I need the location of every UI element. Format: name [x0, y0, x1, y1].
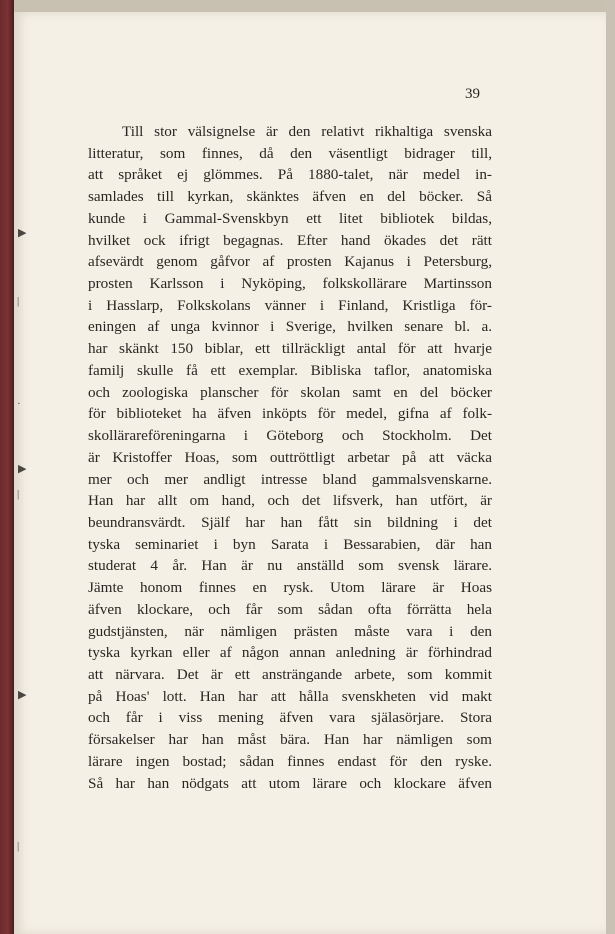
text-line: tyska kyrkan eller af någon annan anledning är förhindrad: [88, 644, 492, 662]
text-line: tyska seminariet i byn Sarata i Bessarabien, där han: [88, 535, 492, 553]
text-line: familj skulle få ett exemplar. Bibliska taflor, anatomiska: [88, 361, 492, 379]
text-line: beundransvärdt. Själf har han fått sin bildning i det: [88, 513, 492, 531]
page-number: 39: [465, 86, 480, 102]
margin-arrow-mark: ▶: [18, 463, 27, 475]
text-line: mer och mer andligt intresse bland gammalsvenskarne.: [88, 470, 492, 488]
text-line: är Kristoffer Hoas, som outtröttligt arbetar på att väcka: [88, 448, 492, 466]
text-line: att närvara. Det är ett ansträngande arbete, som kommit: [88, 665, 492, 683]
text-line: äfven klockare, och får som sådan ofta förrätta hela: [88, 600, 492, 618]
text-line: gudstjänsten, när nämligen prästen måste vara i den: [88, 622, 492, 640]
scan-top-edge: [14, 0, 615, 12]
text-line: försakelser har han måst bära. Han har nämligen som: [88, 731, 492, 749]
margin-tick-mark: ·: [17, 398, 21, 410]
text-line: hvilket ock ifrigt begagnas. Efter hand ökades det rätt: [88, 231, 492, 249]
text-line: på Hoas' lott. Han har att hålla svenskheten vid makt: [88, 687, 492, 705]
text-line: och får i viss mening äfven vara själasörjare. Stora: [88, 709, 492, 727]
text-line: och zoologiska planscher för skolan samt en del böcker: [88, 383, 492, 401]
margin-tick-mark: |: [17, 840, 20, 852]
text-line: skollärareföreningarna i Göteborg och Stockholm. Det: [88, 427, 492, 445]
text-line: har skänkt 150 biblar, ett tillräckligt antal för att hvarje: [88, 340, 492, 358]
margin-arrow-mark: ▶: [18, 689, 27, 701]
text-line: Så har han nödgats att utom lärare och klockare äfven: [88, 774, 492, 792]
text-line: kunde i Gammal-Svenskbyn ett litet bibliotek bildas,: [88, 209, 492, 227]
book-spine: [0, 0, 14, 934]
text-line: litteratur, som finnes, då den väsentligt bidrager till,: [88, 144, 492, 162]
text-line: för biblioteket ha äfven inköpts för medel, gifna af folk-: [88, 405, 492, 423]
margin-tick-mark: |: [17, 295, 20, 307]
body-text: [88, 121, 492, 794]
text-line: Han har allt om hand, och det lifsverk, han utfört, är: [88, 492, 492, 510]
margin-tick-mark: |: [17, 488, 20, 500]
text-line: i Hasslarp, Folkskolans vänner i Finland, Kristliga för-: [88, 296, 492, 314]
text-line: Till stor välsignelse är den relativt rikhaltiga svenska: [122, 123, 492, 140]
text-line: att språket ej glömmes. På 1880-talet, när medel in-: [88, 166, 492, 184]
text-line: Jämte honom finnes en rysk. Utom lärare är Hoas: [88, 579, 492, 597]
text-line: lärare ingen bostad; sådan finnes endast för den ryske.: [88, 752, 492, 770]
text-line: eningen af unga kvinnor i Sverige, hvilken senare bl. a.: [88, 318, 492, 336]
margin-arrow-mark: ▶: [18, 227, 27, 239]
scan-right-edge: [606, 0, 615, 934]
text-line: afsevärdt genom gåfvor af prosten Kajanus i Petersburg,: [88, 253, 492, 271]
text-line: samlades till kyrkan, skänktes äfven en del böcker. Så: [88, 188, 492, 206]
text-line: studerat 4 år. Han är nu anställd som svensk lärare.: [88, 557, 492, 575]
text-line: prosten Karlsson i Nyköping, folkskollärare Martinsson: [88, 275, 492, 293]
